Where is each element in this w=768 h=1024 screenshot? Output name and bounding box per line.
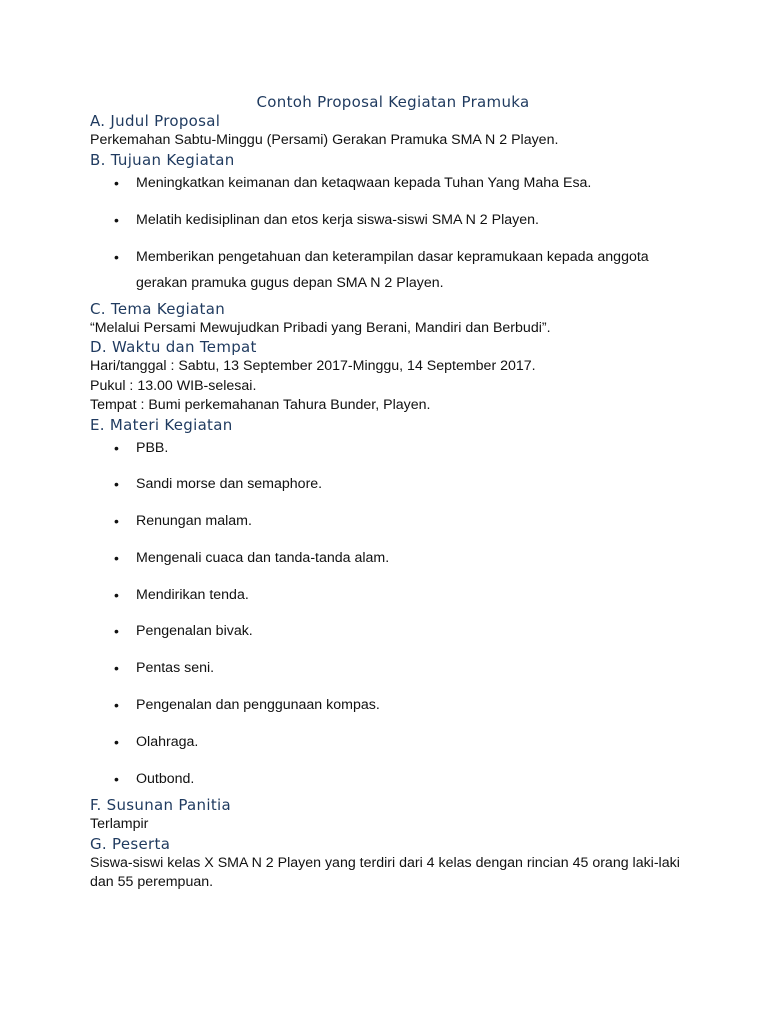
heading-tema-kegiatan: C. Tema Kegiatan (90, 299, 226, 318)
heading-peserta: G. Peserta (90, 834, 171, 853)
list-item (90, 435, 688, 462)
list-item (90, 692, 688, 719)
heading-materi-kegiatan: E. Materi Kegiatan (90, 415, 233, 434)
heading-tujuan-kegiatan: B. Tujuan Kegiatan (90, 150, 235, 169)
waktu-hari-tanggal: Hari/tanggal : Sabtu, 13 September 2017-Minggu, 14 September 2017. (90, 358, 536, 374)
bullet-icon: • (114, 660, 119, 677)
bullet-icon: • (114, 211, 119, 228)
bullet-icon: • (114, 697, 119, 714)
bullet-icon: • (114, 586, 119, 603)
bullet-icon: • (114, 623, 119, 640)
bullet-icon: • (114, 476, 119, 493)
bullet-icon: • (114, 733, 119, 750)
list-item-text: PBB. (136, 439, 169, 456)
heading-judul-proposal: A. Judul Proposal (90, 112, 221, 130)
list-item-text: Meningkatkan keimanan dan ketaqwaan kepada Tuhan Yang Maha Esa. (136, 174, 592, 191)
waktu-tempat: Tempat : Bumi perkemahanan Tahura Bunder, Playen. (90, 397, 431, 413)
list-item (90, 766, 688, 793)
section-e (90, 416, 688, 793)
list-item (90, 545, 688, 572)
tujuan-list (90, 170, 688, 297)
document-title: Contoh Proposal Kegiatan Pramuka (256, 93, 530, 111)
section-g (90, 835, 688, 893)
list-item-text: Outbond. (136, 770, 195, 787)
list-item-text: Sandi morse dan semaphore. (136, 476, 323, 493)
list-item-text: Pengenalan bivak. (136, 623, 253, 640)
list-item-text: Mengenali cuaca dan tanda-tanda alam. (136, 549, 390, 566)
section-f (90, 796, 688, 835)
list-item-text: Pengenalan dan penggunaan kompas. (136, 697, 380, 714)
list-item (90, 729, 688, 756)
list-item-text: Olahraga. (136, 733, 199, 750)
list-item-text: Pentas seni. (136, 660, 215, 677)
section-b (90, 151, 688, 297)
list-item (90, 170, 688, 197)
materi-list (90, 435, 688, 793)
bullet-icon: • (114, 513, 119, 530)
bullet-icon: • (114, 248, 119, 265)
list-item (90, 244, 688, 297)
waktu-pukul: Pukul : 13.00 WIB-selesai. (90, 377, 257, 394)
susunan-panitia-text: Terlampir (90, 816, 149, 833)
section-d (90, 338, 688, 416)
peserta-text: Siswa-siswi kelas X SMA N 2 Playen yang terdiri dari 4 kelas dengan rincian 45 orang laki-laki dan 55 perempuan. (90, 854, 680, 891)
judul-proposal-text: Perkemahan Sabtu-Minggu (Persami) Gerakan Pramuka SMA N 2 Playen. (90, 132, 559, 148)
list-item (90, 618, 688, 645)
list-item-text: Mendirikan tenda. (136, 586, 249, 603)
section-a (90, 112, 688, 151)
bullet-icon: • (114, 174, 119, 191)
bullet-icon: • (114, 770, 119, 787)
tema-kegiatan-text: “Melalui Persami Mewujudkan Pribadi yang Berani, Mandiri dan Berbudi”. (90, 319, 551, 336)
list-item (90, 207, 688, 234)
list-item (90, 582, 688, 609)
list-item-text: Melatih kedisiplinan dan etos kerja siswa-siswi SMA N 2 Playen. (136, 211, 539, 228)
list-item (90, 471, 688, 498)
bullet-icon: • (114, 549, 119, 566)
bullet-icon: • (114, 439, 119, 456)
heading-waktu-tempat: D. Waktu dan Tempat (90, 338, 257, 356)
section-c (90, 300, 688, 339)
list-item (90, 655, 688, 682)
list-item-text: Memberikan pengetahuan dan keterampilan dasar kepramukaan kepada anggota gerakan pramuka gugus depan SMA N 2 Playen. (136, 248, 649, 291)
list-item-text: Renungan malam. (136, 513, 252, 530)
list-item (90, 508, 688, 535)
heading-susunan-panitia: F. Susunan Panitia (90, 796, 231, 815)
